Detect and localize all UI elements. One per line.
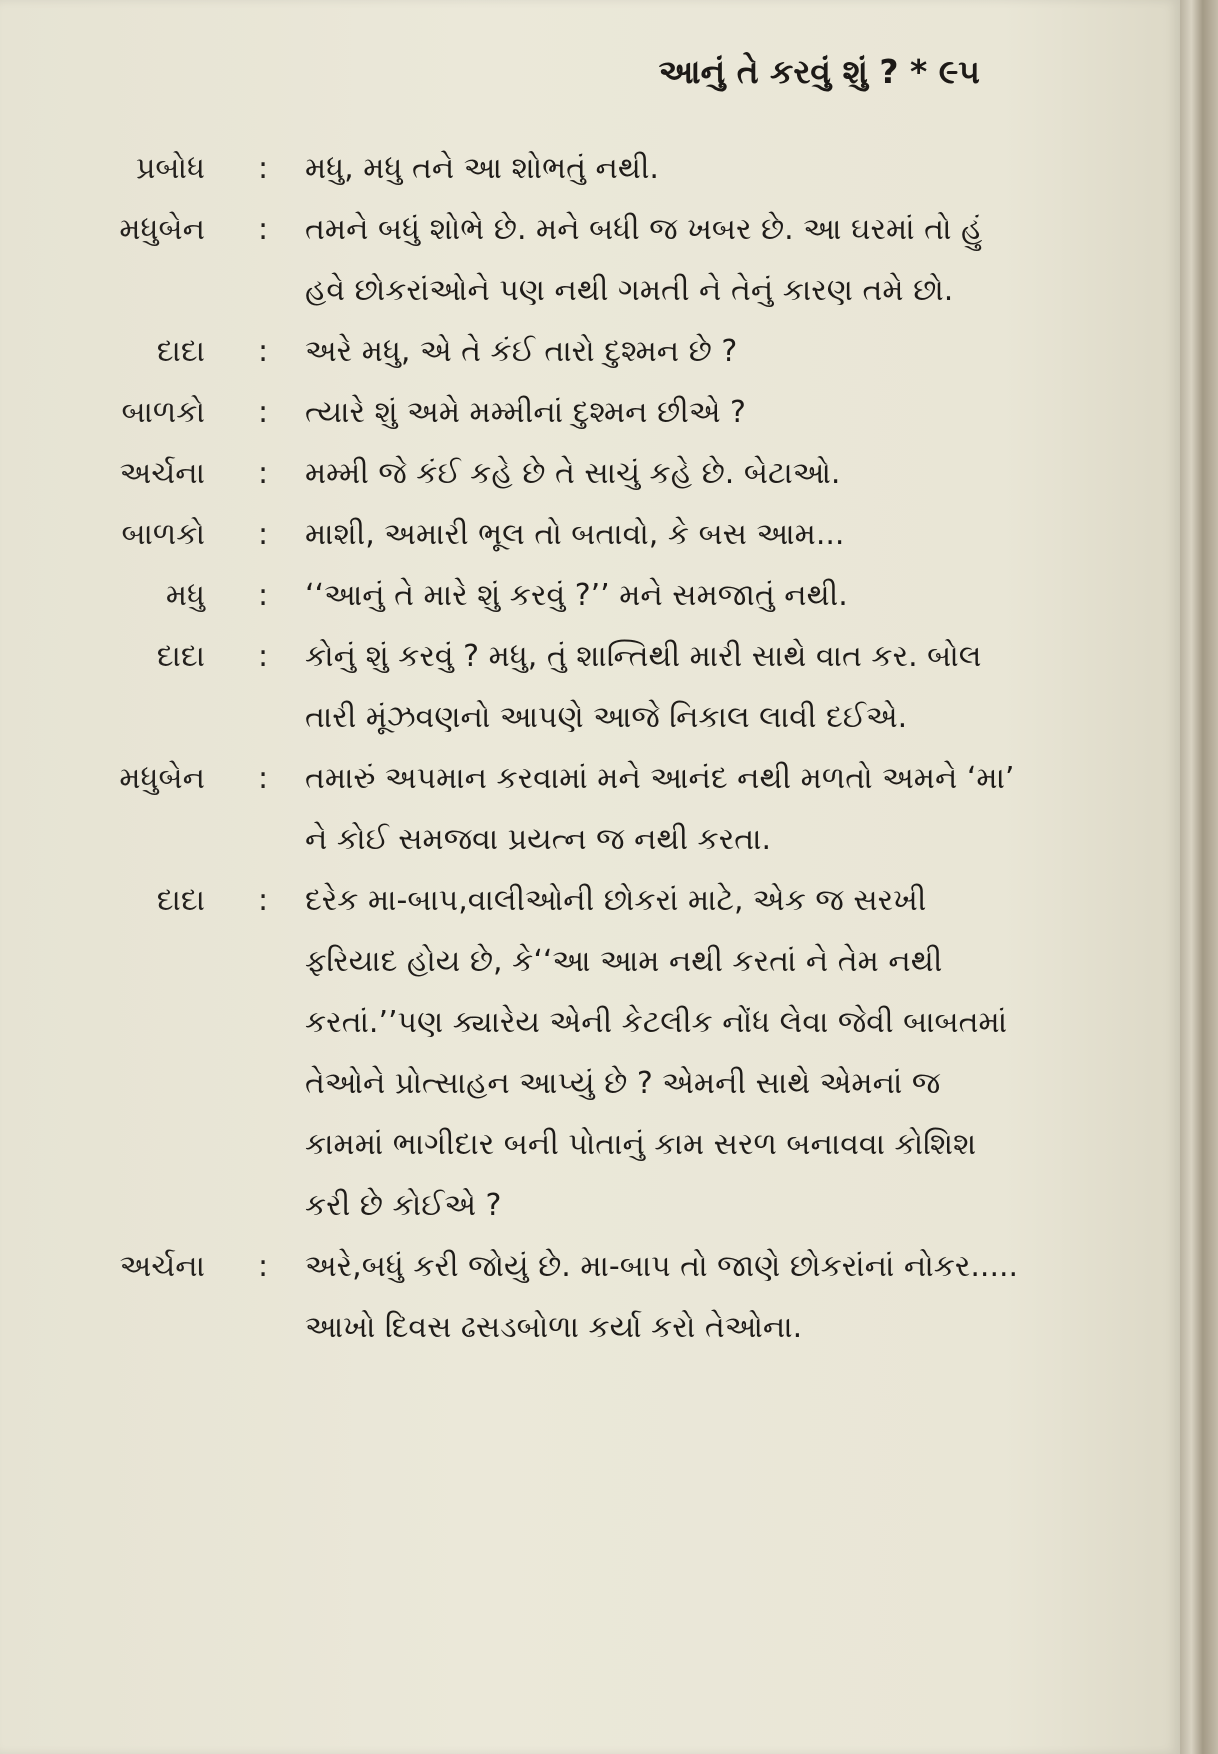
dialogue-line: [0, 748, 1180, 870]
speaker-colon: :: [258, 456, 269, 491]
running-header: આનું તે કરવું શું ? * ૯૫: [658, 52, 980, 91]
speaker-name: બાળકો: [121, 395, 205, 430]
speaker-colon: :: [258, 761, 269, 796]
dialogue-line: [0, 626, 1180, 748]
speaker-name: દાદા: [156, 883, 205, 918]
dialogue-line: [0, 443, 1180, 504]
dialogue-text: અરે,બધું કરી જોયું છે. મા-બાપ તો જાણે છોકરાંનાં નોકર..... આખો દિવસ ઢસડબોળા કર્યા કરો તેઓના.: [305, 1249, 1019, 1345]
dialogue-text: દરેક મા-બાપ,વાલીઓની છોકરાં માટે, એક જ સરખી ફરિયાદ હોય છે, કે‘‘આ આમ નથી કરતાં ને તેમ નથી કરતાં.’’પણ ક્યારેય એની કેટલીક નોંધ લેવા જેવી બાબતમાં તેઓને પ્રોત્સાહન આપ્યું છે ? એમની સાથે એમનાં જ કામમાં ભાગીદાર બની પોતાનું કામ સરળ બનાવવા કોશિશ કરી છે કોઈએ ?: [305, 883, 1008, 1223]
dialogue-line: [0, 504, 1180, 565]
dialogue-text: તમારું અપમાન કરવામાં મને આનંદ નથી મળતો અમને ‘મા’ ને કોઈ સમજવા પ્રયત્ન જ નથી કરતા.: [305, 761, 1015, 857]
speaker-name: અર્ચના: [119, 1249, 205, 1284]
dialogue-text: ‘‘આનું તે મારે શું કરવું ?’’ મને સમજાતું નથી.: [305, 578, 848, 613]
speaker-name: મધુબેન: [119, 212, 205, 247]
speaker-colon: :: [258, 334, 269, 369]
speaker-name: પ્રબોધ: [135, 151, 205, 186]
speaker-name: દાદા: [156, 639, 205, 674]
dialogue-text: કોનું શું કરવું ? મધુ, તું શાન્તિથી મારી સાથે વાત કર. બોલ તારી મૂંઝવણનો આપણે આજે નિકાલ લાવી દઈએ.: [305, 639, 982, 735]
speaker-colon: :: [258, 517, 269, 552]
speaker-name: મધુ: [165, 578, 205, 613]
speaker-name: મધુબેન: [119, 761, 205, 796]
speaker-name: દાદા: [156, 334, 205, 369]
dialogue-text: માશી, અમારી ભૂલ તો બતાવો, કે બસ આમ...: [305, 517, 845, 552]
dialogue-line: [0, 1236, 1180, 1358]
speaker-colon: :: [258, 639, 269, 674]
dialogue-line: [0, 199, 1180, 321]
speaker-colon: :: [258, 151, 269, 186]
dialogue-text: ત્યારે શું અમે મમ્મીનાં દુશ્મન છીએ ?: [305, 395, 746, 430]
dialogue-text: મમ્મી જે કંઈ કહે છે તે સાચું કહે છે. બેટાઓ.: [305, 456, 841, 491]
dialogue-block: [0, 138, 1180, 1358]
speaker-name: બાળકો: [121, 517, 205, 552]
dialogue-line: [0, 870, 1180, 1236]
speaker-name: અર્ચના: [119, 456, 205, 491]
dialogue-text: મધુ, મધુ તને આ શોભતું નથી.: [305, 151, 659, 186]
speaker-colon: :: [258, 1249, 269, 1284]
dialogue-text: અરે મધુ, એ તે કંઈ તારો દુશ્મન છે ?: [305, 334, 738, 369]
book-spine-edge: [1180, 0, 1218, 1754]
dialogue-line: [0, 565, 1180, 626]
dialogue-line: [0, 321, 1180, 382]
dialogue-text: તમને બધું શોભે છે. મને બધી જ ખબર છે. આ ઘરમાં તો હું હવે છોકરાંઓને પણ નથી ગમતી ને તેનું કારણ તમે છો.: [305, 212, 983, 308]
speaker-colon: :: [258, 212, 269, 247]
dialogue-line: [0, 382, 1180, 443]
dialogue-line: [0, 138, 1180, 199]
speaker-colon: :: [258, 883, 269, 918]
speaker-colon: :: [258, 578, 269, 613]
speaker-colon: :: [258, 395, 269, 430]
